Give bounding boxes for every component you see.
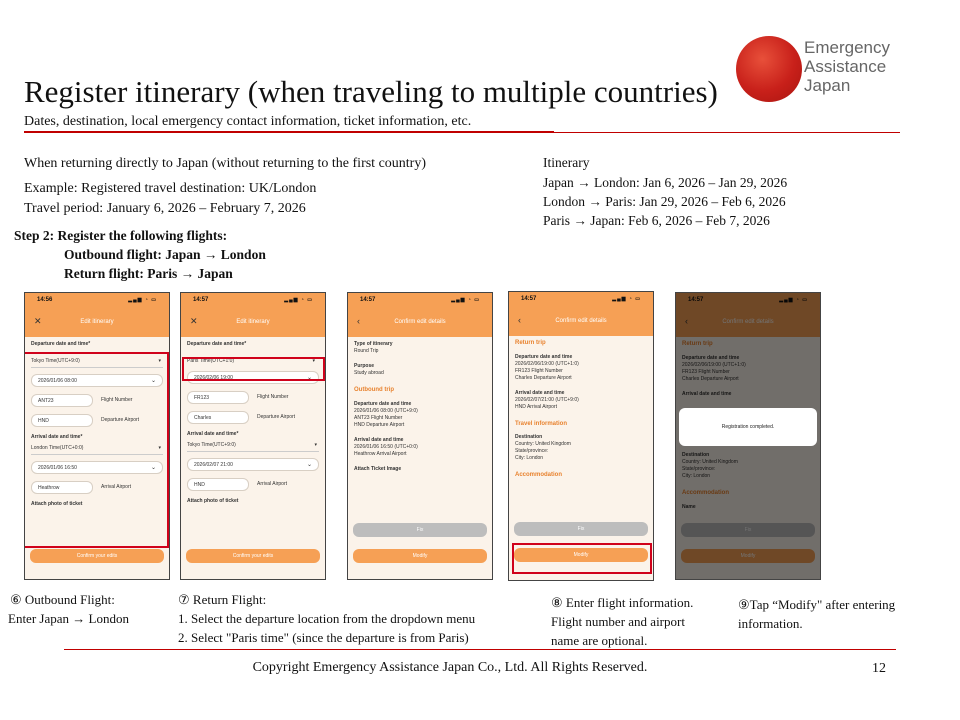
header-divider-accent xyxy=(24,131,554,133)
attach-label: Attach photo of ticket xyxy=(31,501,83,507)
confirm-edits-button[interactable]: Confirm your edits xyxy=(30,549,164,563)
departure-airport-input[interactable]: HND xyxy=(31,414,93,427)
field-label: Departure date and time* xyxy=(187,341,247,347)
caption-8: name are optional. xyxy=(551,633,648,648)
back-icon[interactable]: ‹ xyxy=(518,315,521,325)
caption-8: ⑧ Enter flight information. xyxy=(551,595,694,610)
chevron-down-icon: ⌄ xyxy=(150,465,156,471)
field-value: Country: United Kingdom xyxy=(515,441,571,447)
section-title: Outbound trip xyxy=(354,387,394,393)
page-number: 12 xyxy=(872,661,886,676)
footer-divider xyxy=(64,649,896,650)
step-heading: Step 2: Register the following flights: xyxy=(14,228,228,243)
status-time: 14:57 xyxy=(521,296,537,302)
phone-screenshot-confirm xyxy=(347,292,493,580)
timezone-select[interactable]: Tokyo Time(UTC+9:0) ▾ xyxy=(31,358,163,368)
status-time: 14:56 xyxy=(37,297,53,303)
arrival-airport-input[interactable]: Heathrow xyxy=(31,481,93,494)
caption-7: 2. Select "Paris time" (since the departure is from Paris) xyxy=(178,630,469,645)
field-label: Departure date and time xyxy=(515,354,573,360)
fix-button[interactable]: Fix xyxy=(514,522,648,536)
field-value: 2026/02/07/21:00 (UTC+9:0) xyxy=(515,397,579,403)
arrival-airport-input[interactable]: HND xyxy=(187,478,249,491)
field-label: Flight Number xyxy=(257,394,289,400)
date-select[interactable]: 2026/02/06 19:00 ⌄ xyxy=(187,371,319,384)
modify-button[interactable]: Modify xyxy=(514,548,648,562)
phone-screenshot-completed xyxy=(675,292,821,580)
caption-8: Flight number and airport xyxy=(551,614,685,629)
field-value: HND Departure Airport xyxy=(354,422,405,428)
caption-9: information. xyxy=(738,616,803,631)
signal-icon: ▂▄▆ ◔ ▭ xyxy=(451,297,480,303)
field-label: Departure date and time* xyxy=(31,341,91,347)
signal-icon: ▂▄▆ ◔ ▭ xyxy=(612,296,641,302)
logo-circle xyxy=(736,36,802,102)
field-value: 2026/01/06 16:50 (UTC+0:0) xyxy=(354,444,418,450)
logo-line: Assistance xyxy=(804,57,887,76)
arrival-date-select[interactable]: 2026/01/06 16:50 ⌄ xyxy=(31,461,163,474)
field-value: Heathrow Arrival Airport xyxy=(354,451,407,457)
status-time: 14:57 xyxy=(360,297,376,303)
copyright: Copyright Emergency Assistance Japan Co., Ltd. All Rights Reserved. xyxy=(252,660,648,675)
field-value: FR123 Flight Number xyxy=(515,368,563,374)
section-title: Accommodation xyxy=(515,472,563,478)
scenario-line: Travel period: January 6, 2026 – February 7, 2026 xyxy=(24,201,306,216)
section-title: Travel information xyxy=(515,421,568,427)
chevron-down-icon: ⌄ xyxy=(306,462,312,468)
field-label: Departure Airport xyxy=(101,417,140,423)
status-time: 14:57 xyxy=(193,297,209,303)
highlight-box xyxy=(24,352,169,548)
timezone-select[interactable]: Paris Time(UTC+1:0) ▾ xyxy=(187,358,315,364)
caption-6: ⑥ Outbound Flight: xyxy=(10,592,115,607)
step-outbound: Outbound flight: Japan → London xyxy=(64,247,266,262)
phone-screenshot-outbound xyxy=(24,292,170,580)
logo-line: Japan xyxy=(804,76,851,95)
itinerary-leg: Japan → London: Jan 6, 2026 – Jan 29, 2026 xyxy=(543,175,788,190)
scenario-line: When returning directly to Japan (without returning to the first country) xyxy=(24,156,427,171)
field-label: Arrival date and time* xyxy=(31,434,83,440)
field-value: State/province: xyxy=(515,448,549,454)
field-label: Flight Number xyxy=(101,397,133,403)
modify-button[interactable]: Modify xyxy=(353,549,487,563)
caption-7: ⑦ Return Flight: xyxy=(178,592,267,607)
field-label: Type of itinerary xyxy=(354,341,393,347)
departure-airport-input[interactable]: Charles xyxy=(187,411,249,424)
phone-screenshot-return-confirm xyxy=(508,291,654,581)
nav-title: Confirm edit details xyxy=(394,319,446,325)
caption-7: 1. Select the departure location from the dropdown menu xyxy=(178,611,476,626)
logo xyxy=(804,38,890,95)
itinerary-leg: Paris → Japan: Feb 6, 2026 – Feb 7, 2026 xyxy=(543,213,770,228)
field-value: City: London xyxy=(515,455,544,461)
confirm-edits-button[interactable]: Confirm your edits xyxy=(186,549,320,563)
field-value: Charles Departure Airport xyxy=(515,375,572,381)
page-title: Register itinerary (when traveling to multiple countries) xyxy=(24,74,718,109)
logo-line: Emergency xyxy=(804,38,890,57)
field-label: Destination xyxy=(515,434,543,440)
field-label: Attach Ticket Image xyxy=(354,466,402,472)
phone-screenshot-return xyxy=(180,292,326,580)
itinerary-leg: London → Paris: Jan 29, 2026 – Feb 6, 2026 xyxy=(543,194,786,209)
registration-completed-dialog[interactable]: Registration completed. xyxy=(679,408,817,446)
nav-title: Edit itinerary xyxy=(80,319,114,325)
chevron-down-icon: ⌄ xyxy=(306,375,312,381)
section-title: Return trip xyxy=(515,340,546,346)
field-value: Study abroad xyxy=(354,370,384,376)
field-label: Purpose xyxy=(354,363,375,369)
field-label: Departure date and time xyxy=(354,401,412,407)
field-value: 2026/01/06 08:00 (UTC+9:0) xyxy=(354,408,418,414)
field-label: Arrival date and time xyxy=(354,437,404,443)
highlight-box xyxy=(182,357,325,381)
attach-label: Attach photo of ticket xyxy=(187,498,239,504)
field-value: 2026/02/06/19:00 (UTC+1:0) xyxy=(515,361,579,367)
signal-icon: ▂▄▆ ◔ ▭ xyxy=(284,297,313,303)
caption-6: Enter Japan → London xyxy=(8,611,129,626)
nav-title: Confirm edit details xyxy=(555,318,607,324)
fix-button[interactable]: Fix xyxy=(353,523,487,537)
caption-9: ⑨Tap “Modify" after entering xyxy=(738,597,896,612)
page-subtitle: Dates, destination, local emergency contact information, ticket information, etc. xyxy=(24,114,472,129)
field-label: Arrival Airport xyxy=(257,481,288,487)
chevron-down-icon: ⌄ xyxy=(150,378,156,384)
nav-title: Edit itinerary xyxy=(236,319,270,325)
field-value: Round Trip xyxy=(354,348,379,354)
field-value: HND Arrival Airport xyxy=(515,404,557,410)
itinerary-heading: Itinerary xyxy=(543,155,590,170)
flight-number-input[interactable]: ANT23 xyxy=(31,394,93,407)
arrival-date-select[interactable]: 2026/02/07 21:00 ⌄ xyxy=(187,458,319,471)
close-icon[interactable]: ✕ xyxy=(190,316,198,326)
date-select[interactable]: 2026/01/06 08:00 ⌄ xyxy=(31,374,163,387)
highlight-box xyxy=(512,543,652,574)
flight-number-input[interactable]: FR123 xyxy=(187,391,249,404)
field-label: Arrival date and time xyxy=(515,390,565,396)
close-icon[interactable]: ✕ xyxy=(34,316,42,326)
field-label: Arrival Airport xyxy=(101,484,132,490)
field-label: Arrival date and time* xyxy=(187,431,239,437)
back-icon[interactable]: ‹ xyxy=(357,316,360,326)
timezone-select[interactable]: London Time(UTC+0:0) ▾ xyxy=(31,445,163,455)
step-return: Return flight: Paris → Japan xyxy=(64,266,233,281)
signal-icon: ▂▄▆ ◔ ▭ xyxy=(128,297,157,303)
timezone-select[interactable]: Tokyo Time(UTC+9:0) ▾ xyxy=(187,442,319,452)
scenario-line: Example: Registered travel destination: UK/London xyxy=(24,181,317,196)
field-label: Departure Airport xyxy=(257,414,296,420)
field-value: ANT23 Flight Number xyxy=(354,415,403,421)
